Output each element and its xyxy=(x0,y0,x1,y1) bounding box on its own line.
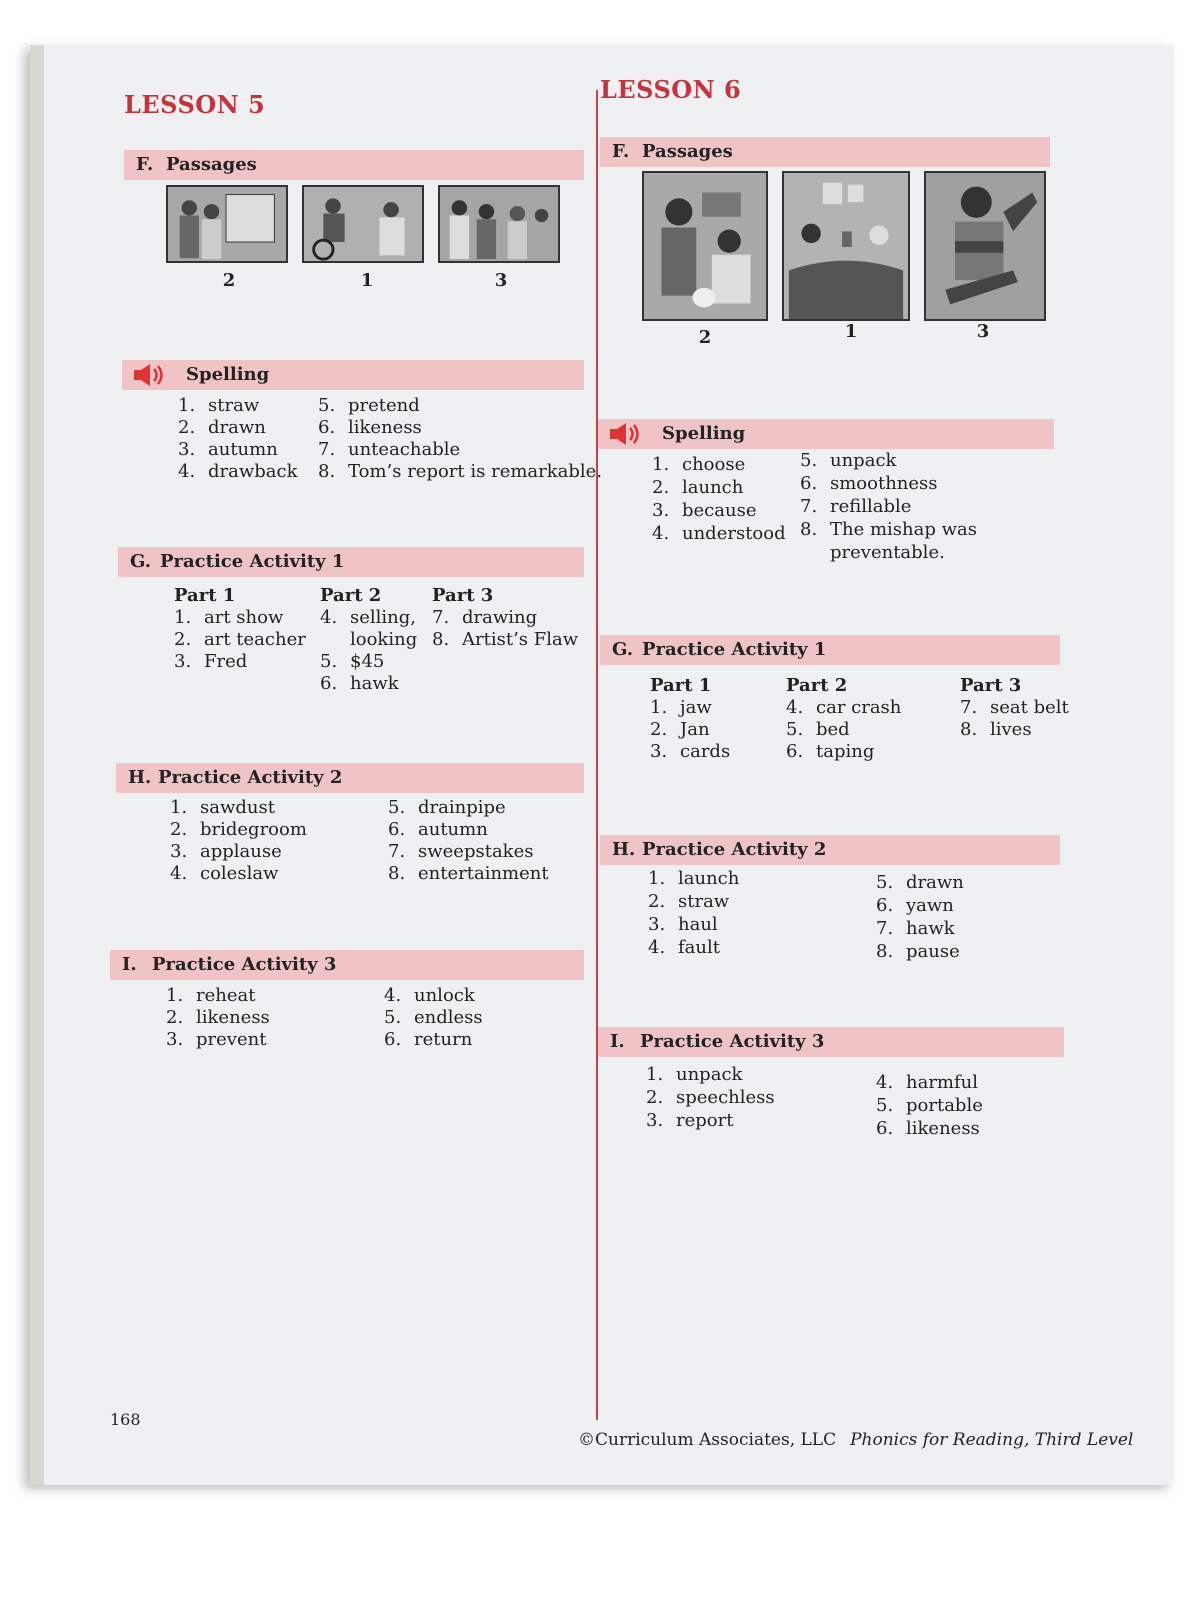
item-number: 5. xyxy=(320,651,338,672)
item-number: 7. xyxy=(960,697,978,718)
lesson6-spelling-list-b xyxy=(800,449,977,564)
part-heading: Part 2 xyxy=(320,585,382,606)
list-item xyxy=(650,741,730,763)
item-answer: unpack xyxy=(676,1064,743,1085)
list-item xyxy=(652,453,786,476)
item-number: 4. xyxy=(178,461,196,482)
item-number: 3. xyxy=(648,914,666,935)
item-answer: drawn xyxy=(906,872,964,893)
lesson6-activity2-list-a xyxy=(648,867,739,959)
item-number: 6. xyxy=(388,819,406,840)
item-number: 3. xyxy=(646,1110,664,1131)
item-answer: $45 xyxy=(350,651,385,672)
list-item xyxy=(170,863,307,885)
item-answer: haul xyxy=(678,914,718,935)
item-answer: coleslaw xyxy=(200,863,279,884)
item-number: 8. xyxy=(432,629,450,650)
list-item xyxy=(786,741,901,763)
list-item xyxy=(876,1094,983,1117)
speaker-icon xyxy=(610,422,644,446)
picture-order-number: 3 xyxy=(494,270,508,291)
item-number: 3. xyxy=(178,439,196,460)
passage-illustration xyxy=(924,171,1046,321)
list-item xyxy=(960,719,1069,741)
item-number: 4. xyxy=(786,697,804,718)
lesson5-activity1-header xyxy=(118,547,584,577)
picture-order-number: 2 xyxy=(222,270,236,291)
lesson5-activity3-list-b xyxy=(384,985,483,1051)
item-answer: bed xyxy=(816,719,850,740)
lesson6-activity3-list-b xyxy=(876,1071,983,1140)
list-item xyxy=(652,476,786,499)
list-item xyxy=(800,449,977,472)
item-number: 1. xyxy=(646,1064,664,1085)
item-answer: cards xyxy=(680,741,731,762)
list-item xyxy=(876,917,964,940)
list-item xyxy=(178,461,298,483)
item-number: 6. xyxy=(876,895,894,916)
workbook-page xyxy=(30,45,1174,1485)
list-item xyxy=(876,940,964,963)
item-answer: reheat xyxy=(196,985,256,1006)
section-letter: H. xyxy=(128,767,152,788)
item-answer: taping xyxy=(816,741,875,762)
item-number: 6. xyxy=(384,1029,402,1050)
item-answer: portable xyxy=(906,1095,983,1116)
item-number: 8. xyxy=(876,941,894,962)
lesson6-passage-pictures xyxy=(642,171,1046,321)
item-answer: autumn xyxy=(418,819,488,840)
lesson5-passages-header xyxy=(124,150,584,180)
item-answer: drainpipe xyxy=(418,797,506,818)
item-answer: art teacher xyxy=(204,629,306,650)
list-item xyxy=(174,607,306,629)
section-label: Passages xyxy=(642,141,733,162)
item-answer: likeness xyxy=(348,417,422,438)
item-number: 3. xyxy=(650,741,668,762)
item-number: 4. xyxy=(320,607,338,628)
item-answer: endless xyxy=(414,1007,483,1028)
list-item xyxy=(876,871,964,894)
item-answer: Artist’s Flaw xyxy=(462,629,579,650)
list-item xyxy=(384,1029,483,1051)
section-label: Practice Activity 3 xyxy=(152,954,337,975)
list-item xyxy=(320,651,417,673)
list-item xyxy=(650,719,730,741)
item-number: 8. xyxy=(388,863,406,884)
item-number: 1. xyxy=(178,395,196,416)
item-number: 4. xyxy=(648,937,666,958)
item-number: 1. xyxy=(174,607,192,628)
list-item xyxy=(960,697,1069,719)
speaker-icon xyxy=(134,363,168,387)
item-number: 5. xyxy=(800,450,818,471)
list-item xyxy=(648,867,739,890)
item-number: 2. xyxy=(178,417,196,438)
part-heading: Part 3 xyxy=(432,585,494,606)
list-item xyxy=(876,894,964,917)
lesson6-title: LESSON 6 xyxy=(600,75,742,104)
list-item xyxy=(388,819,549,841)
list-item xyxy=(650,697,730,719)
item-number: 8. xyxy=(318,461,336,482)
section-label: Practice Activity 1 xyxy=(642,639,827,660)
section-letter: G. xyxy=(130,551,151,572)
item-number: 4. xyxy=(876,1072,894,1093)
list-item xyxy=(318,439,602,461)
item-answer: pause xyxy=(906,941,960,962)
list-item xyxy=(648,913,739,936)
passage-illustration xyxy=(302,185,424,263)
list-item xyxy=(384,1007,483,1029)
item-number: 3. xyxy=(652,500,670,521)
item-answer: sweepstakes xyxy=(418,841,534,862)
list-item xyxy=(646,1086,775,1109)
item-answer: Tom’s report is remarkable. xyxy=(348,461,603,482)
item-number: 2. xyxy=(652,477,670,498)
list-item xyxy=(432,607,578,629)
item-answer: straw xyxy=(678,891,730,912)
passage-illustration xyxy=(438,185,560,263)
list-item xyxy=(178,439,298,461)
part-heading: Part 3 xyxy=(960,675,1022,696)
list-item xyxy=(320,673,417,695)
item-answer: art show xyxy=(204,607,284,628)
picture-order-number: 1 xyxy=(844,321,858,342)
item-number: 4. xyxy=(652,523,670,544)
section-label: Practice Activity 2 xyxy=(158,767,343,788)
item-answer: because xyxy=(682,500,757,521)
section-label: Practice Activity 3 xyxy=(640,1031,825,1052)
book-title: Phonics for Reading, Third Level xyxy=(850,1430,1134,1450)
item-answer: selling, xyxy=(350,607,416,628)
item-number: 1. xyxy=(650,697,668,718)
item-number: 5. xyxy=(388,797,406,818)
item-answer: unlock xyxy=(414,985,475,1006)
list-item xyxy=(800,541,977,564)
lesson5-spelling-list-a xyxy=(178,395,298,483)
section-label: Practice Activity 2 xyxy=(642,839,827,860)
item-answer: car crash xyxy=(816,697,902,718)
item-number: 4. xyxy=(384,985,402,1006)
list-item xyxy=(800,518,977,541)
lesson6-activity3-header xyxy=(598,1027,1064,1057)
list-item xyxy=(320,607,417,629)
item-answer: return xyxy=(414,1029,473,1050)
item-number: 6. xyxy=(786,741,804,762)
item-answer: looking xyxy=(350,629,418,650)
list-item xyxy=(652,522,786,545)
item-answer: prevent xyxy=(196,1029,267,1050)
item-answer: hawk xyxy=(350,673,399,694)
lesson5-activity1-part2 xyxy=(320,585,417,695)
item-number: 5. xyxy=(876,1095,894,1116)
lesson6-activity1-part2 xyxy=(786,675,901,763)
lesson6-activity1-header xyxy=(600,635,1060,665)
section-letter: H. xyxy=(612,839,636,860)
item-answer: launch xyxy=(678,868,740,889)
item-answer: The mishap was xyxy=(830,519,977,540)
item-answer: unteachable xyxy=(348,439,461,460)
item-answer: choose xyxy=(682,454,746,475)
item-answer: bridegroom xyxy=(200,819,307,840)
section-letter: F. xyxy=(612,141,630,162)
item-answer: Jan xyxy=(680,719,710,740)
list-item xyxy=(166,985,270,1007)
item-number: 3. xyxy=(166,1029,184,1050)
list-item xyxy=(178,417,298,439)
item-answer: understood xyxy=(682,523,786,544)
item-answer: report xyxy=(676,1110,734,1131)
section-label: Practice Activity 1 xyxy=(160,551,345,572)
item-number: 1. xyxy=(652,454,670,475)
part-heading: Part 2 xyxy=(786,675,848,696)
item-number: 6. xyxy=(320,673,338,694)
item-answer: drawback xyxy=(208,461,298,482)
lesson6-spelling-header xyxy=(598,419,1054,449)
item-number: 2. xyxy=(166,1007,184,1028)
item-answer: speechless xyxy=(676,1087,775,1108)
item-answer: Fred xyxy=(204,651,248,672)
item-number: 6. xyxy=(318,417,336,438)
lesson6-passages-header xyxy=(600,137,1050,167)
item-number: 5. xyxy=(786,719,804,740)
item-number: 5. xyxy=(318,395,336,416)
list-item xyxy=(652,499,786,522)
item-answer: applause xyxy=(200,841,282,862)
item-number: 2. xyxy=(648,891,666,912)
item-answer: unpack xyxy=(830,450,897,471)
list-item xyxy=(876,1071,983,1094)
list-item xyxy=(388,841,549,863)
item-number: 7. xyxy=(318,439,336,460)
copyright-text: ©Curriculum Associates, LLC xyxy=(578,1430,837,1450)
item-number: 3. xyxy=(174,651,192,672)
list-item xyxy=(388,797,549,819)
list-item xyxy=(646,1063,775,1086)
list-item xyxy=(786,697,901,719)
list-item xyxy=(170,819,307,841)
list-item xyxy=(178,395,298,417)
item-number: 2. xyxy=(174,629,192,650)
lesson6-activity1-part1 xyxy=(650,675,730,763)
list-item xyxy=(166,1029,270,1051)
item-number xyxy=(320,629,350,651)
list-item xyxy=(166,1007,270,1029)
item-answer: hawk xyxy=(906,918,955,939)
section-letter: F. xyxy=(136,154,154,175)
item-number: 4. xyxy=(170,863,188,884)
item-number: 1. xyxy=(648,868,666,889)
item-answer: straw xyxy=(208,395,260,416)
item-number xyxy=(800,541,830,564)
list-item xyxy=(170,797,307,819)
item-answer: drawing xyxy=(462,607,538,628)
item-number: 5. xyxy=(384,1007,402,1028)
item-answer: lives xyxy=(990,719,1032,740)
list-item xyxy=(318,395,602,417)
lesson5-activity1-part1 xyxy=(174,585,306,673)
item-answer: drawn xyxy=(208,417,266,438)
passage-illustration xyxy=(782,171,910,321)
item-number: 7. xyxy=(876,918,894,939)
list-item xyxy=(320,629,417,651)
list-item xyxy=(318,461,602,483)
item-answer: harmful xyxy=(906,1072,979,1093)
section-letter: G. xyxy=(612,639,633,660)
list-item xyxy=(648,936,739,959)
lesson5-activity2-list-b xyxy=(388,797,549,885)
lesson6-activity2-header xyxy=(600,835,1060,865)
section-letter: I. xyxy=(122,954,137,975)
item-number: 1. xyxy=(170,797,188,818)
lesson6-activity1-part3 xyxy=(960,675,1069,741)
item-number: 6. xyxy=(800,473,818,494)
list-item xyxy=(388,863,549,885)
item-number: 3. xyxy=(170,841,188,862)
lesson5-spelling-list-b xyxy=(318,395,602,483)
column-divider xyxy=(596,90,598,1420)
lesson5-title: LESSON 5 xyxy=(124,90,266,119)
lesson5-activity1-part3 xyxy=(432,585,578,651)
item-number: 1. xyxy=(166,985,184,1006)
item-number: 8. xyxy=(960,719,978,740)
passage-illustration xyxy=(166,185,288,263)
page-number: 168 xyxy=(110,1410,141,1429)
section-label: Spelling xyxy=(662,423,746,444)
item-number: 6. xyxy=(876,1118,894,1139)
item-answer: refillable xyxy=(830,496,912,517)
item-answer: entertainment xyxy=(418,863,549,884)
lesson5-spelling-header xyxy=(122,360,584,390)
list-item xyxy=(646,1109,775,1132)
list-item xyxy=(800,472,977,495)
item-number: 7. xyxy=(800,496,818,517)
item-answer: yawn xyxy=(906,895,954,916)
item-answer: pretend xyxy=(348,395,420,416)
list-item xyxy=(876,1117,983,1140)
item-answer: launch xyxy=(682,477,744,498)
list-item xyxy=(648,890,739,913)
item-answer: preventable. xyxy=(830,542,945,563)
list-item xyxy=(174,629,306,651)
item-answer: likeness xyxy=(906,1118,980,1139)
picture-order-number: 1 xyxy=(360,270,374,291)
item-number: 2. xyxy=(646,1087,664,1108)
item-answer: sawdust xyxy=(200,797,275,818)
lesson5-activity2-header xyxy=(116,763,584,793)
page-footer xyxy=(578,1430,1133,1450)
lesson5-activity2-list-a xyxy=(170,797,307,885)
item-number: 5. xyxy=(876,872,894,893)
item-number: 2. xyxy=(170,819,188,840)
lesson6-activity3-list-a xyxy=(646,1063,775,1132)
section-label: Passages xyxy=(166,154,257,175)
passage-illustration xyxy=(642,171,768,321)
lesson5-activity3-header xyxy=(110,950,584,980)
section-letter: I. xyxy=(610,1031,625,1052)
lesson5-activity3-list-a xyxy=(166,985,270,1051)
lesson6-spelling-list-a xyxy=(652,453,786,545)
item-number: 8. xyxy=(800,519,818,540)
lesson5-passage-pictures xyxy=(166,185,560,263)
picture-order-number: 2 xyxy=(698,327,712,348)
item-answer: seat belt xyxy=(990,697,1069,718)
item-answer: fault xyxy=(678,937,720,958)
part-heading: Part 1 xyxy=(650,675,712,696)
picture-order-number: 3 xyxy=(976,321,990,342)
lesson6-activity2-list-b xyxy=(876,871,964,963)
list-item xyxy=(384,985,483,1007)
list-item xyxy=(786,719,901,741)
section-label: Spelling xyxy=(186,364,270,385)
item-answer: autumn xyxy=(208,439,278,460)
item-answer: jaw xyxy=(680,697,712,718)
item-answer: smoothness xyxy=(830,473,938,494)
list-item xyxy=(432,629,578,651)
part-heading: Part 1 xyxy=(174,585,236,606)
item-number: 7. xyxy=(432,607,450,628)
item-number: 2. xyxy=(650,719,668,740)
list-item xyxy=(318,417,602,439)
item-answer: likeness xyxy=(196,1007,270,1028)
list-item xyxy=(800,495,977,518)
list-item xyxy=(174,651,306,673)
list-item xyxy=(170,841,307,863)
item-number: 7. xyxy=(388,841,406,862)
